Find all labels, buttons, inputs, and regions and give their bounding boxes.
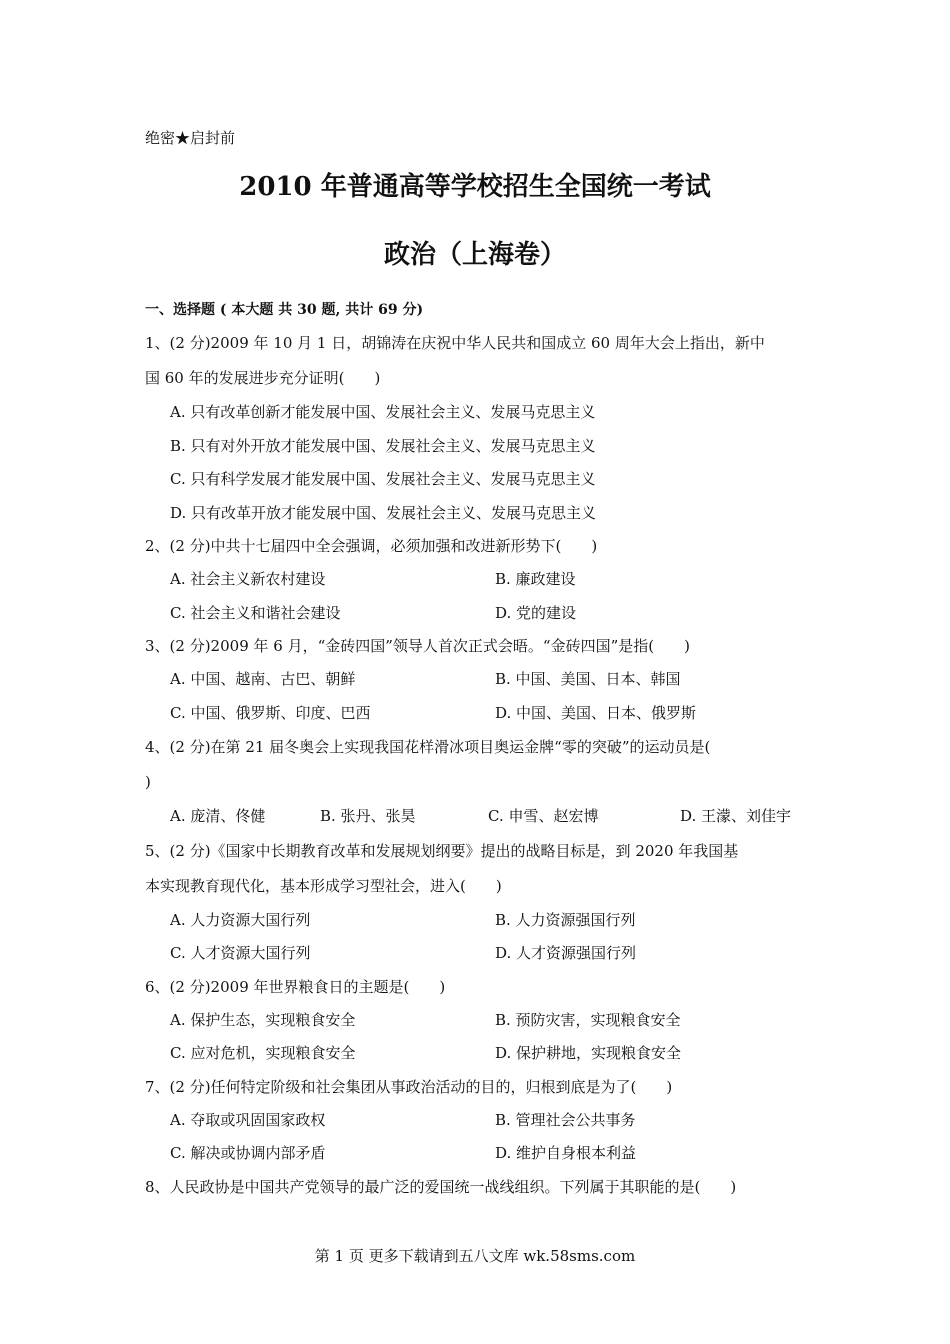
question-4-option-b: B. 张丹、张昊 (320, 807, 416, 825)
question-7-option-d: D. 维护自身根本利益 (495, 1144, 637, 1162)
question-4-line-2: ) (145, 773, 151, 791)
question-6-option-d: D. 保护耕地，实现粮食安全 (495, 1044, 682, 1062)
question-2-option-d: D. 党的建设 (495, 604, 577, 622)
question-1-option-a: A. 只有改革创新才能发展中国、发展社会主义、发展马克思主义 (170, 403, 596, 421)
question-7-option-a: A. 夺取或巩固国家政权 (170, 1111, 326, 1129)
question-4-line-1: 4、(2 分)在第 21 届冬奥会上实现我国花样滑冰项目奥运金牌“零的突破”的运动员是( (145, 738, 711, 756)
question-7-option-b: B. 管理社会公共事务 (495, 1111, 636, 1129)
page-footer: 第 1 页 更多下载请到五八文库 wk.58sms.com (314, 1247, 636, 1265)
question-2-option-c: C. 社会主义和谐社会建设 (170, 604, 341, 622)
question-3-option-d: D. 中国、美国、日本、俄罗斯 (495, 704, 697, 722)
question-5-option-d: D. 人才资源强国行列 (495, 944, 637, 962)
question-4-option-d: D. 王濛、刘佳宇 (680, 807, 792, 825)
exam-subtitle: 政治（上海卷） (383, 240, 566, 270)
question-6-line-1: 6、(2 分)2009 年世界粮食日的主题是( ) (145, 978, 446, 996)
question-1-option-d: D. 只有改革开放才能发展中国、发展社会主义、发展马克思主义 (170, 504, 597, 522)
exam-title: 2010 年普通高等学校招生全国统一考试 (239, 172, 711, 202)
question-5-option-b: B. 人力资源强国行列 (495, 911, 636, 929)
question-1-option-c: C. 只有科学发展才能发展中国、发展社会主义、发展马克思主义 (170, 470, 596, 488)
question-5-option-a: A. 人力资源大国行列 (170, 911, 311, 929)
question-6-option-b: B. 预防灾害，实现粮食安全 (495, 1011, 681, 1029)
question-5-line-1: 5、(2 分)《国家中长期教育改革和发展规划纲要》提出的战略目标是，到 2020 年我国基 (145, 842, 739, 860)
question-2-option-b: B. 廉政建设 (495, 570, 576, 588)
question-8-line-1: 8、人民政协是中国共产党领导的最广泛的爱国统一战线组织。下列属于其职能的是( ) (145, 1178, 737, 1196)
question-7-option-c: C. 解决或协调内部矛盾 (170, 1144, 326, 1162)
question-1-option-b: B. 只有对外开放才能发展中国、发展社会主义、发展马克思主义 (170, 437, 596, 455)
section-heading: 一、选择题 ( 本大题 共 30 题, 共计 69 分) (145, 302, 424, 318)
question-1-line-2: 国 60 年的发展进步充分证明( ) (145, 369, 381, 387)
question-7-line-1: 7、(2 分)任何特定阶级和社会集团从事政治活动的目的，归根到底是为了( ) (145, 1078, 673, 1096)
question-4-option-a: A. 庞清、佟健 (170, 807, 266, 825)
question-4-option-c: C. 申雪、赵宏博 (488, 807, 599, 825)
question-1-line-1: 1、(2 分)2009 年 10 月 1 日，胡锦涛在庆祝中华人民共和国成立 60 周年大会上指出，新中 (145, 334, 765, 352)
question-5-option-c: C. 人才资源大国行列 (170, 944, 311, 962)
question-3-line-1: 3、(2 分)2009 年 6 月，“金砖四国”领导人首次正式会晤。“金砖四国”是指( ) (145, 637, 690, 655)
question-3-option-c: C. 中国、俄罗斯、印度、巴西 (170, 704, 371, 722)
question-5-line-2: 本实现教育现代化，基本形成学习型社会，进入( ) (145, 877, 502, 895)
question-3-option-b: B. 中国、美国、日本、韩国 (495, 670, 681, 688)
confidential-label: 绝密★启封前 (145, 129, 236, 147)
question-2-line-1: 2、(2 分)中共十七届四中全会强调，必须加强和改进新形势下( ) (145, 537, 598, 555)
question-6-option-c: C. 应对危机，实现粮食安全 (170, 1044, 356, 1062)
question-2-option-a: A. 社会主义新农村建设 (170, 570, 326, 588)
question-6-option-a: A. 保护生态，实现粮食安全 (170, 1011, 356, 1029)
question-3-option-a: A. 中国、越南、古巴、朝鲜 (170, 670, 356, 688)
